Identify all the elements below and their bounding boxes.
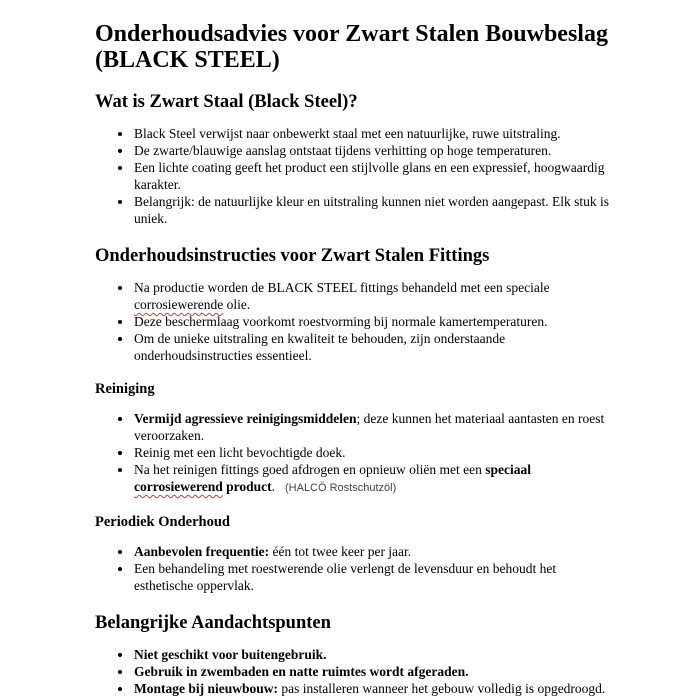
sub-heading-periodic-maintenance: Periodiek Onderhoud	[95, 514, 230, 530]
list-item: • Belangrijk: de natuurlijke kleur en uitstraling kunnen niet worden aangepast. Elk stuk is uniek.	[133, 193, 612, 227]
list-item	[133, 461, 612, 497]
bullet-text-bold: Vermijd agressieve reinigingsmiddelen	[134, 411, 357, 426]
bullet-list-cleaning	[95, 410, 612, 497]
list-item: • De zwarte/blauwige aanslag ontstaat tijdens verhitting op hoge temperaturen.	[133, 142, 612, 159]
bullet-text: ; deze kunnen het materiaal aantasten en roest veroorzaken.	[134, 411, 605, 443]
misspelled-word: corrosiewerende	[134, 297, 224, 312]
list-item: • Niet geschikt voor buitengebruik.	[133, 646, 612, 663]
list-item: • Een lichte coating geeft het product een stijlvolle glans en een expressief, hoogwaardig karakter.	[133, 159, 612, 193]
list-item: • Om de unieke uitstraling en kwaliteit te behouden, zijn onderstaande onderhoudsinstructies essentieel.	[133, 330, 612, 364]
section-heading-maintenance-instructions: Onderhoudsinstructies voor Zwart Stalen Fittings	[95, 246, 490, 266]
bullet-list-attention	[95, 646, 612, 697]
bullet-text-bold: Aanbevolen frequentie:	[134, 544, 270, 559]
list-item	[133, 680, 612, 697]
list-item: • Gebruik in zwembaden en natte ruimtes wordt afgeraden.	[133, 663, 612, 680]
bullet-list-periodic	[95, 543, 612, 594]
section-heading-important-points: Belangrijke Aandachtspunten	[95, 613, 331, 633]
product-note: (HALCÖ Rostschutzöl)	[285, 482, 397, 494]
bullet-text: Na het reinigen fittings goed afdrogen en opnieuw oliën met een	[134, 462, 486, 477]
bullet-text: Na productie worden de BLACK STEEL fittings behandeld met een speciale	[134, 280, 550, 295]
bullet-text-bold: speciaal	[485, 462, 532, 477]
list-item: • Een behandeling met roestwerende olie verlengt de levensduur en behoudt het esthetische oppervlak.	[133, 560, 612, 594]
bullet-text: pas installeren wanneer het gebouw volledig is opgedroogd.	[278, 681, 606, 696]
sub-heading-cleaning: Reiniging	[95, 381, 155, 397]
document-title: Onderhoudsadvies voor Zwart Stalen Bouwbeslag (BLACK STEEL)	[95, 21, 608, 73]
section-heading-what-is-black-steel: Wat is Zwart Staal (Black Steel)?	[95, 92, 358, 112]
list-item	[133, 410, 612, 444]
bullet-text: olie.	[223, 297, 251, 312]
misspelled-word: corrosiewerend	[134, 479, 223, 494]
bullet-text: .	[271, 479, 275, 494]
bullet-list-what	[95, 125, 612, 227]
list-item	[133, 279, 612, 313]
bullet-list-instructions	[95, 279, 612, 364]
list-item: • Deze beschermlaag voorkomt roestvorming bij normale kamertemperaturen.	[133, 313, 612, 330]
list-item: • Black Steel verwijst naar onbewerkt staal met een natuurlijke, ruwe uitstraling.	[133, 125, 612, 142]
bullet-text: één tot twee keer per jaar.	[269, 544, 412, 559]
list-item	[133, 543, 612, 560]
bullet-text-bold: Montage bij nieuwbouw:	[134, 681, 279, 696]
list-item: • Reinig met een licht bevochtigde doek.	[133, 444, 612, 461]
bullet-text-bold: product	[222, 479, 272, 494]
